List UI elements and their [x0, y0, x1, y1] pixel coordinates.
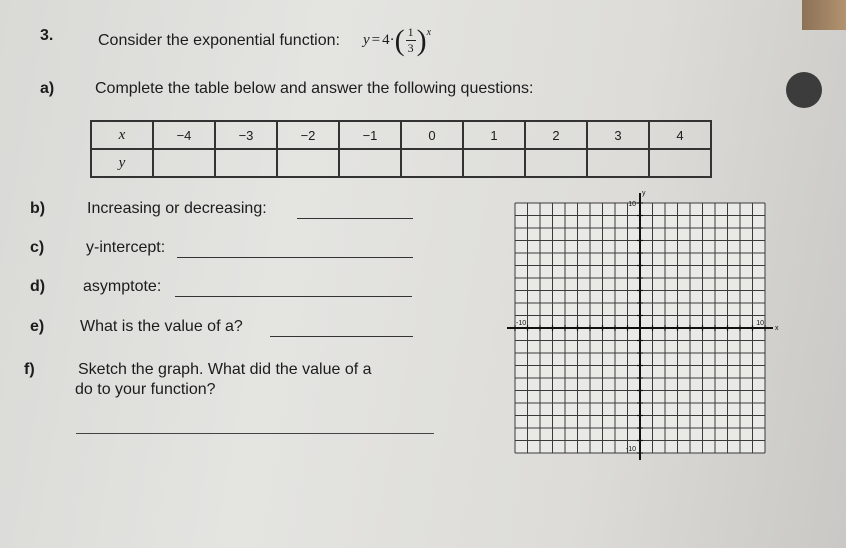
part-d-text: asymptote:	[83, 278, 162, 295]
exponential-function	[363, 25, 431, 56]
part-c-label: c)	[30, 239, 45, 256]
part-f-answer-line[interactable]	[76, 433, 434, 434]
function-coef: 4	[382, 32, 390, 48]
table-cell-x: 3	[587, 121, 649, 149]
function-dot: ·	[389, 32, 395, 48]
table-cell-y-input[interactable]	[401, 149, 463, 177]
x-left-label: -10	[516, 320, 527, 327]
part-c-answer-line[interactable]	[177, 243, 413, 258]
part-e-text: What is the value of a?	[80, 318, 243, 335]
table-cell-y-input[interactable]	[463, 149, 525, 177]
left-paren: (	[394, 23, 405, 57]
part-d-answer-line[interactable]	[175, 282, 412, 297]
part-a-label: a)	[40, 80, 55, 97]
table-cell-x: −2	[277, 121, 339, 149]
value-table	[90, 120, 712, 178]
function-exponent: x	[426, 27, 432, 38]
fraction	[406, 25, 416, 56]
part-b-text: Increasing or decreasing:	[87, 200, 267, 217]
fraction-denominator: 3	[407, 41, 414, 55]
y-axis-label: y	[642, 190, 646, 197]
table-cell-y-input[interactable]	[153, 149, 215, 177]
part-f-line2: do to your function?	[75, 381, 216, 398]
table-cell-y-input[interactable]	[587, 149, 649, 177]
part-e-answer-line[interactable]	[270, 322, 413, 337]
table-cell-y-input[interactable]	[525, 149, 587, 177]
table-cell-y-input[interactable]	[649, 149, 711, 177]
hole-punch	[786, 72, 822, 108]
part-b-answer-line[interactable]	[297, 204, 413, 219]
table-cell-x: 2	[525, 121, 587, 149]
y-bottom-label: -10	[625, 446, 636, 453]
problem-prompt: Consider the exponential function:	[98, 32, 340, 49]
table-cell-x: 1	[463, 121, 525, 149]
part-e-label: e)	[30, 318, 45, 335]
table-cell-x: −3	[215, 121, 277, 149]
table-cell-x: −4	[153, 121, 215, 149]
part-f-line1: Sketch the graph. What did the value of a	[78, 361, 372, 378]
background-object	[802, 0, 846, 30]
fraction-numerator: 1	[407, 25, 414, 39]
x-right-label: 10	[756, 320, 764, 327]
table-header-y: y	[91, 149, 153, 177]
problem-number: 3.	[40, 27, 54, 44]
table-cell-y-input[interactable]	[215, 149, 277, 177]
x-axis-label: x	[775, 325, 779, 332]
part-d-label: d)	[30, 278, 46, 295]
y-top-label: 10	[628, 201, 636, 208]
part-f-label: f)	[24, 361, 35, 378]
part-b-label: b)	[30, 200, 46, 217]
coordinate-grid[interactable]	[495, 188, 785, 460]
part-c-text: y-intercept:	[86, 239, 166, 256]
table-cell-y-input[interactable]	[339, 149, 401, 177]
table-header-x: x	[91, 121, 153, 149]
function-equals: =	[371, 32, 381, 48]
table-cell-x: 0	[401, 121, 463, 149]
table-row-x	[91, 121, 711, 149]
right-paren: )	[416, 23, 427, 57]
table-cell-x: 4	[649, 121, 711, 149]
table-cell-x: −1	[339, 121, 401, 149]
part-a-text: Complete the table below and answer the following questions:	[95, 80, 534, 97]
table-row-y	[91, 149, 711, 177]
function-lhs: y	[363, 32, 370, 48]
table-cell-y-input[interactable]	[277, 149, 339, 177]
